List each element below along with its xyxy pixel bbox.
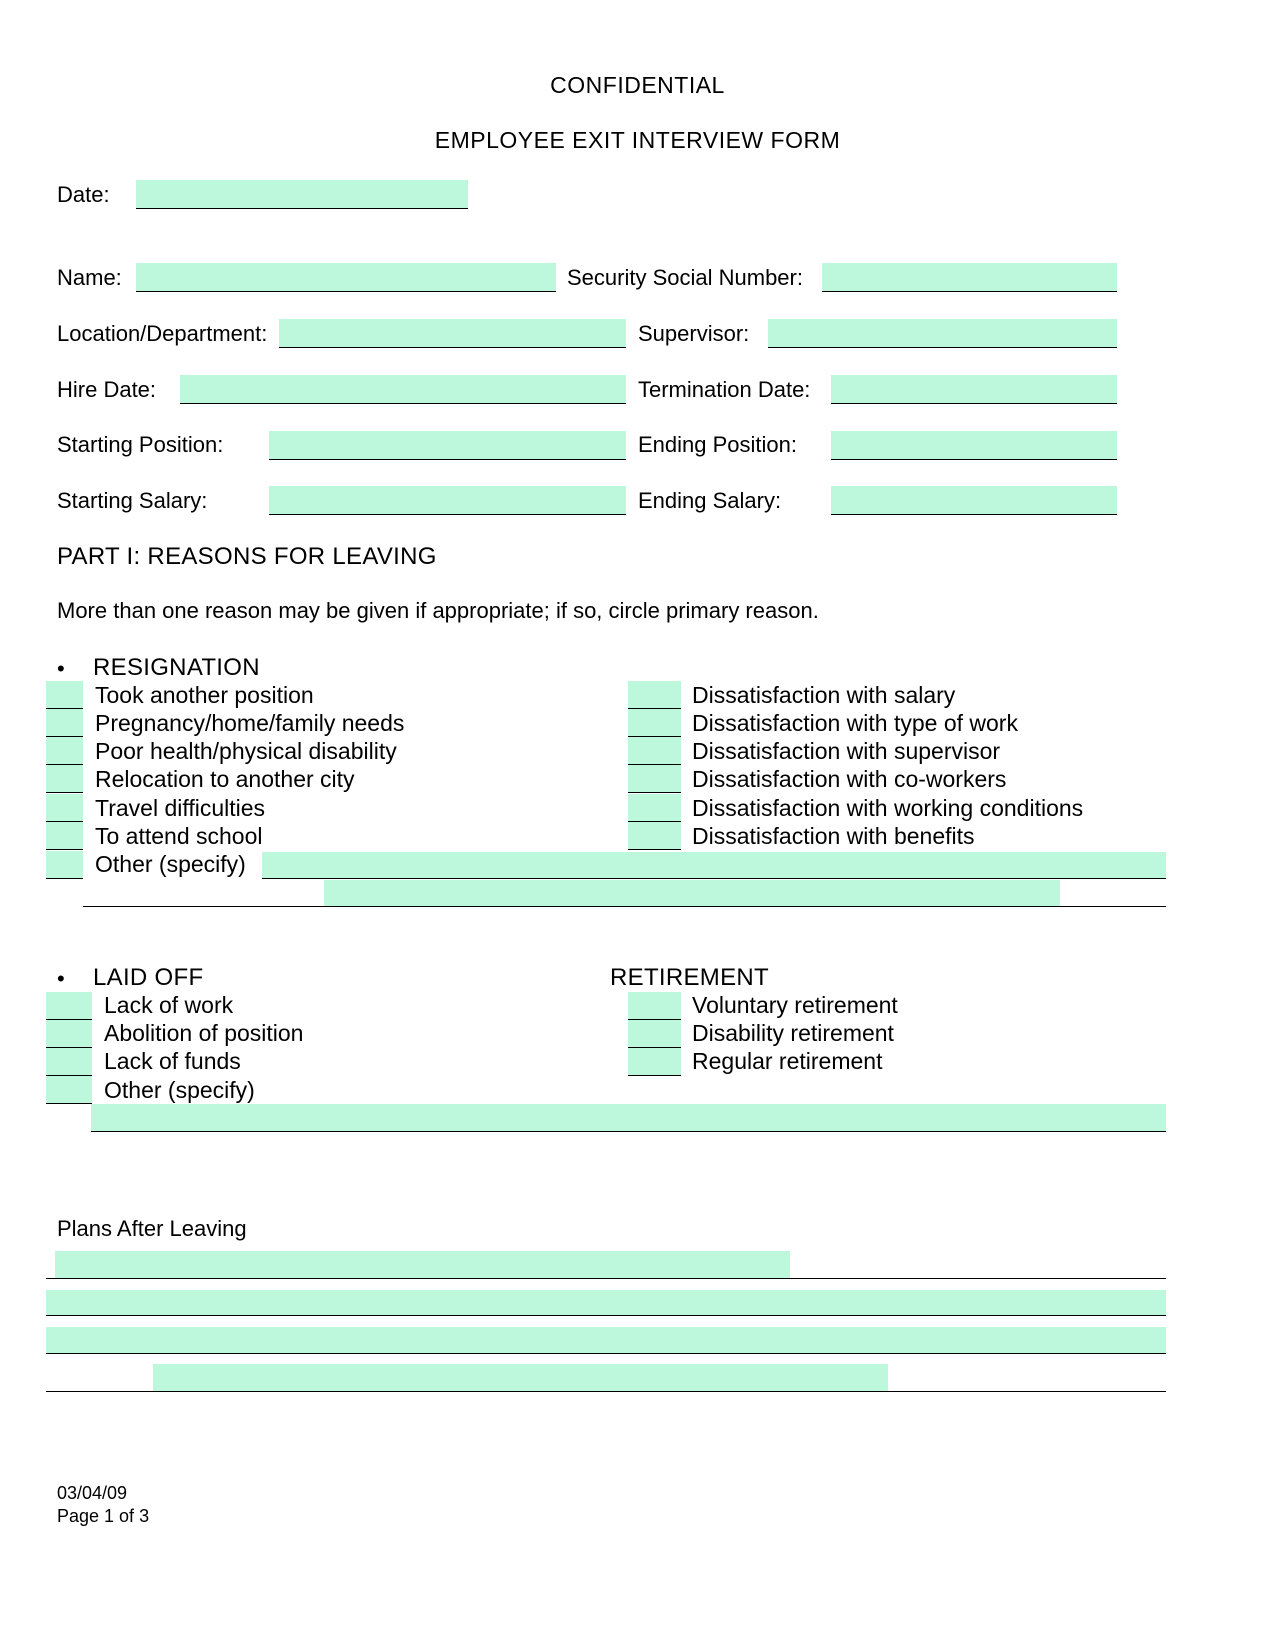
work-type-dissatisfaction-checkbox[interactable]	[628, 709, 681, 737]
location-label: Location/Department:	[57, 321, 268, 346]
benefits-dissatisfaction-checkbox[interactable]	[628, 822, 681, 850]
resignation-option-label: Dissatisfaction with benefits	[692, 823, 975, 849]
termination-date-field[interactable]	[831, 375, 1117, 404]
laid-off-heading: LAID OFF	[93, 964, 204, 991]
hire-date-label: Hire Date:	[57, 377, 157, 402]
location-field[interactable]	[279, 319, 626, 348]
voluntary-retirement-checkbox[interactable]	[628, 992, 681, 1020]
footer-date: 03/04/09	[57, 1483, 128, 1503]
resignation-other-field[interactable]	[262, 852, 1166, 879]
resignation-option-label: Travel difficulties	[95, 795, 266, 821]
resignation-option-label: Dissatisfaction with salary	[692, 682, 956, 708]
starting-position-label: Starting Position:	[57, 432, 224, 457]
laid-off-other-field[interactable]	[91, 1104, 1166, 1132]
plans-line-1	[46, 1278, 1166, 1279]
resignation-option-label: Other (specify)	[95, 851, 246, 877]
resignation-option-label: Pregnancy/home/family needs	[95, 710, 405, 736]
plans-field-2[interactable]	[46, 1290, 1166, 1316]
ssn-field[interactable]	[822, 263, 1117, 292]
resignation-option-label: Dissatisfaction with co-workers	[692, 766, 1007, 792]
ssn-label: Security Social Number:	[567, 265, 803, 290]
supervisor-field[interactable]	[768, 319, 1117, 348]
regular-retirement-checkbox[interactable]	[628, 1048, 681, 1076]
retirement-option-label: Disability retirement	[692, 1020, 894, 1046]
coworkers-dissatisfaction-checkbox[interactable]	[628, 765, 681, 793]
ending-salary-label: Ending Salary:	[638, 488, 782, 513]
part1-heading: PART I: REASONS FOR LEAVING	[57, 543, 437, 570]
ending-position-label: Ending Position:	[638, 432, 797, 457]
resignation-option-label: Poor health/physical disability	[95, 738, 397, 764]
confidential-heading: CONFIDENTIAL	[550, 72, 725, 98]
part1-instruction: More than one reason may be given if appropriate; if so, circle primary reason.	[57, 598, 819, 623]
ending-position-field[interactable]	[831, 431, 1117, 460]
name-field[interactable]	[136, 263, 556, 292]
took-another-position-checkbox[interactable]	[46, 681, 83, 709]
resignation-option-label: Dissatisfaction with type of work	[692, 710, 1018, 736]
footer-page-number: Page 1 of 3	[57, 1506, 150, 1526]
termination-date-label: Termination Date:	[638, 377, 811, 402]
salary-dissatisfaction-checkbox[interactable]	[628, 681, 681, 709]
attend-school-checkbox[interactable]	[46, 822, 83, 850]
form-title: EMPLOYEE EXIT INTERVIEW FORM	[434, 127, 841, 153]
starting-salary-label: Starting Salary:	[57, 488, 208, 513]
resignation-other-line	[83, 906, 1166, 907]
resignation-option-label: Dissatisfaction with working conditions	[692, 795, 1084, 821]
laid-off-option-label: Lack of funds	[104, 1048, 241, 1074]
name-label: Name:	[57, 265, 122, 290]
resignation-option-label: Took another position	[95, 682, 314, 708]
resignation-other-checkbox[interactable]	[46, 851, 83, 879]
conditions-dissatisfaction-checkbox[interactable]	[628, 794, 681, 822]
resignation-option-label: Dissatisfaction with supervisor	[692, 738, 1001, 764]
retirement-option-label: Regular retirement	[692, 1048, 883, 1074]
resignation-other-field-2[interactable]	[324, 880, 1060, 906]
laid-off-option-label: Lack of work	[104, 992, 234, 1018]
date-field[interactable]	[136, 180, 468, 209]
poor-health-checkbox[interactable]	[46, 737, 83, 765]
laid-off-bullet: •	[57, 966, 65, 991]
plans-field-3[interactable]	[46, 1327, 1166, 1354]
lack-of-funds-checkbox[interactable]	[46, 1048, 92, 1076]
supervisor-label: Supervisor:	[638, 321, 750, 346]
laid-off-other-checkbox[interactable]	[46, 1076, 92, 1104]
retirement-option-label: Voluntary retirement	[692, 992, 898, 1018]
laid-off-option-label: Abolition of position	[104, 1020, 304, 1046]
starting-position-field[interactable]	[269, 431, 626, 460]
resignation-bullet: •	[57, 656, 65, 681]
retirement-heading: RETIREMENT	[610, 964, 769, 991]
supervisor-dissatisfaction-checkbox[interactable]	[628, 737, 681, 765]
hire-date-field[interactable]	[180, 375, 626, 404]
date-label: Date:	[57, 182, 110, 207]
resignation-heading: RESIGNATION	[93, 654, 260, 681]
plans-field-4[interactable]	[153, 1364, 888, 1391]
plans-line-4	[46, 1391, 1166, 1392]
plans-label: Plans After Leaving	[57, 1216, 247, 1241]
travel-difficulties-checkbox[interactable]	[46, 794, 83, 822]
resignation-option-label: Relocation to another city	[95, 766, 355, 792]
abolition-checkbox[interactable]	[46, 1020, 92, 1048]
lack-of-work-checkbox[interactable]	[46, 992, 92, 1020]
plans-field-1[interactable]	[55, 1251, 790, 1278]
resignation-option-label: To attend school	[95, 823, 263, 849]
disability-retirement-checkbox[interactable]	[628, 1020, 681, 1048]
starting-salary-field[interactable]	[269, 486, 626, 515]
laid-off-option-label: Other (specify)	[104, 1077, 255, 1103]
relocation-checkbox[interactable]	[46, 765, 83, 793]
ending-salary-field[interactable]	[831, 486, 1117, 515]
family-needs-checkbox[interactable]	[46, 709, 83, 737]
